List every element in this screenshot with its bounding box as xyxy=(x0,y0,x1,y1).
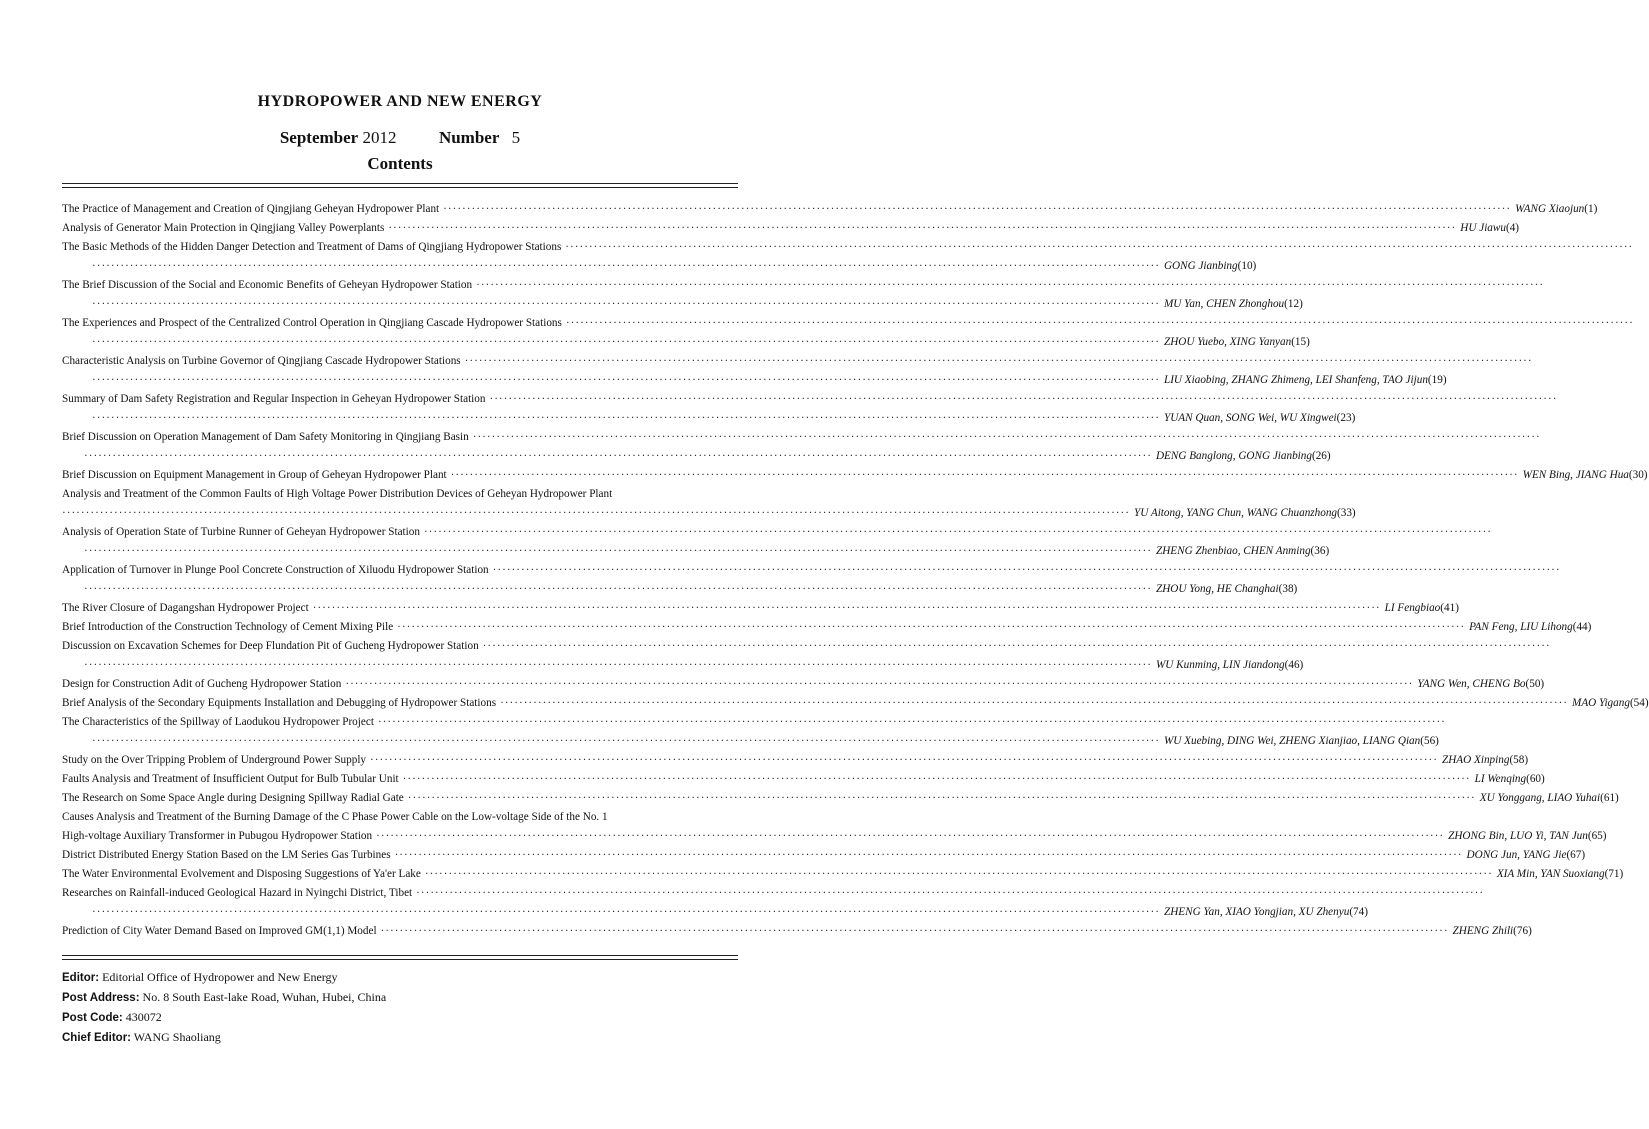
toc-line xyxy=(62,257,1257,276)
toc-authors xyxy=(1480,789,1619,808)
toc-line xyxy=(62,827,1607,846)
issue-line xyxy=(0,128,800,148)
toc-dot-leader xyxy=(62,504,1130,523)
toc-page-number: (10) xyxy=(1237,260,1257,272)
toc-author-names: WEN Bing, JIANG Hua xyxy=(1522,469,1629,481)
toc-row xyxy=(92,903,1368,922)
toc-dot-leader xyxy=(403,770,1471,789)
toc-row xyxy=(84,656,1304,675)
toc-line xyxy=(62,409,1356,428)
toc-authors xyxy=(1164,333,1310,352)
toc-dot-leader xyxy=(483,637,1551,656)
toc-title: Brief Analysis of the Secondary Equipments Installation and Debugging of Hydropower Stations xyxy=(62,697,497,709)
toc-author-names: YUAN Quan, SONG Wei, WU Xingwei xyxy=(1163,412,1337,424)
toc-line xyxy=(62,637,738,656)
toc-title: The Water Environmental Evolvement and Disposing Suggestions of Ya'er Lake xyxy=(62,868,421,880)
toc-entry[interactable] xyxy=(62,599,1459,618)
editor-line xyxy=(62,967,386,987)
toc-dot-leader xyxy=(565,238,1633,257)
toc-line xyxy=(62,561,738,580)
toc-authors xyxy=(1453,922,1532,941)
toc-row xyxy=(62,314,738,333)
toc-author-names: YU Aitong, YANG Chun, WANG Chuanzhong xyxy=(1133,507,1338,519)
toc-line xyxy=(62,371,1447,390)
toc-entry[interactable] xyxy=(62,637,1304,675)
toc-row xyxy=(92,333,1310,352)
issue-year: 2012 xyxy=(362,128,397,147)
post-address-value: No. 8 South East-lake Road, Wuhan, Hubei, China xyxy=(142,990,387,1004)
toc-row xyxy=(62,276,738,295)
toc-dot-leader xyxy=(84,447,1152,466)
toc-author-names: DONG Jun, YANG Jie xyxy=(1466,849,1567,861)
toc-authors xyxy=(1156,542,1329,561)
toc-line xyxy=(62,846,1586,865)
toc-line xyxy=(62,447,1331,466)
toc-page-number: (60) xyxy=(1526,773,1545,785)
editorial-info xyxy=(62,967,386,1047)
toc-dot-leader xyxy=(84,542,1152,561)
toc-title: Brief Discussion on Operation Management of Dam Safety Monitoring in Qingjiang Basin xyxy=(62,431,469,443)
toc-author-names: WU Kunming, LIN Jiandong xyxy=(1155,659,1285,671)
toc-entry[interactable] xyxy=(62,561,1298,599)
toc-row xyxy=(92,295,1303,314)
issue-number-label: Number xyxy=(438,128,500,147)
table-of-contents xyxy=(62,200,1649,941)
toc-dot-leader xyxy=(443,200,1511,219)
toc-entry[interactable] xyxy=(62,390,1356,428)
toc-line xyxy=(62,694,1649,713)
toc-authors xyxy=(1475,770,1545,789)
toc-page-number: (38) xyxy=(1278,583,1298,595)
post-address-label: Post Address: xyxy=(62,992,140,1004)
toc-page-number: (58) xyxy=(1509,754,1529,766)
editor-value: Editorial Office of Hydropower and New Energy xyxy=(102,970,338,984)
toc-page-number: (30) xyxy=(1628,469,1648,481)
toc-page-number: (50) xyxy=(1525,678,1545,690)
toc-row xyxy=(62,352,738,371)
toc-dot-leader xyxy=(451,466,1519,485)
toc-page-number: (41) xyxy=(1440,602,1459,614)
issue-month: September xyxy=(279,128,359,147)
toc-author-names: WANG Xiaojun xyxy=(1515,203,1585,215)
toc-title: The River Closure of Dagangshan Hydropower Project xyxy=(62,602,309,614)
toc-dot-leader xyxy=(425,865,1493,884)
toc-authors xyxy=(1156,656,1303,675)
toc-dot-leader xyxy=(92,257,1160,276)
toc-author-names: ZHOU Yuebo, XING Yanyan xyxy=(1163,336,1292,348)
toc-author-names: XU Yonggang, LIAO Yuhai xyxy=(1479,792,1601,804)
toc-line xyxy=(62,675,1545,694)
toc-dot-leader xyxy=(416,884,1484,903)
toc-dot-leader xyxy=(313,599,1381,618)
toc-page-number: (74) xyxy=(1349,906,1368,918)
toc-line xyxy=(62,922,1532,941)
toc-dot-leader xyxy=(92,903,1160,922)
toc-dot-leader xyxy=(84,580,1152,599)
toc-title: Analysis of Generator Main Protection in Qingjiang Valley Powerplants xyxy=(62,222,385,234)
toc-entry[interactable] xyxy=(62,865,1624,884)
toc-author-names: ZHAO Xinping xyxy=(1442,754,1510,766)
toc-dot-leader xyxy=(388,219,1456,238)
toc-row xyxy=(92,409,1356,428)
toc-author-names: XIA Min, YAN Suoxiang xyxy=(1496,868,1605,880)
toc-dot-leader xyxy=(92,732,1160,751)
toc-line xyxy=(62,884,738,903)
toc-authors xyxy=(1467,846,1586,865)
toc-page-number: (46) xyxy=(1284,659,1304,671)
toc-row xyxy=(62,865,1624,884)
toc-title: The Experiences and Prospect of the Centralized Control Operation in Qingjiang Cascade Hydropower Stations xyxy=(62,317,562,329)
toc-authors xyxy=(1417,675,1544,694)
toc-dot-leader xyxy=(473,428,1541,447)
journal-title: HYDROPOWER AND NEW ENERGY xyxy=(257,93,543,110)
toc-authors xyxy=(1460,219,1519,238)
toc-row xyxy=(62,599,1459,618)
toc-dot-leader xyxy=(92,333,1160,352)
toc-author-names: HU Jiawu xyxy=(1460,222,1506,234)
toc-page-number: (23) xyxy=(1336,412,1356,424)
toc-dot-leader xyxy=(566,314,1634,333)
toc-page-number: (56) xyxy=(1420,735,1439,747)
toc-dot-leader xyxy=(424,523,1492,542)
toc-line xyxy=(62,352,738,371)
toc-row xyxy=(62,238,738,257)
toc-dot-leader xyxy=(345,675,1413,694)
toc-dot-leader xyxy=(92,295,1160,314)
toc-row xyxy=(62,618,1592,637)
toc-row xyxy=(62,846,1586,865)
toc-row xyxy=(62,504,1356,523)
toc-entry[interactable] xyxy=(62,352,1447,390)
toc-title: Researches on Rainfall-induced Geological Hazard in Nyingchi District, Tibet xyxy=(62,887,413,899)
post-code-label: Post Code: xyxy=(62,1012,123,1024)
toc-entry[interactable] xyxy=(62,751,1529,770)
toc-dot-leader xyxy=(397,618,1465,637)
toc-authors xyxy=(1572,694,1649,713)
toc-line xyxy=(62,276,738,295)
toc-line xyxy=(62,542,1330,561)
toc-authors xyxy=(1164,371,1447,390)
toc-title-continued: High-voltage Auxiliary Transformer in Pubugou Hydropower Station xyxy=(62,830,373,842)
contents-heading: Contents xyxy=(367,154,433,173)
post-code-line xyxy=(62,1007,386,1027)
toc-title: Brief Discussion on Equipment Management in Group of Geheyan Hydropower Plant xyxy=(62,469,447,481)
toc-entry[interactable] xyxy=(62,428,1331,466)
toc-line xyxy=(62,504,1356,523)
toc-entry[interactable] xyxy=(62,808,1607,846)
toc-title: Design for Construction Adit of Gucheng Hydropower Station xyxy=(62,678,342,690)
toc-author-names: GONG Jianbing xyxy=(1163,260,1238,272)
toc-authors xyxy=(1497,865,1623,884)
toc-row xyxy=(92,371,1447,390)
toc-row xyxy=(62,751,1529,770)
toc-page-number: (76) xyxy=(1513,925,1532,937)
toc-line xyxy=(62,428,738,447)
toc-authors xyxy=(1156,580,1297,599)
toc-row xyxy=(84,580,1298,599)
toc-line xyxy=(62,485,738,504)
toc-dot-leader xyxy=(381,922,1449,941)
toc-page-number: (54) xyxy=(1629,697,1649,709)
toc-entry[interactable] xyxy=(62,694,1649,713)
toc-entry[interactable] xyxy=(62,618,1592,637)
toc-row xyxy=(92,257,1257,276)
toc-page-number: (36) xyxy=(1310,545,1330,557)
toc-line xyxy=(62,732,1439,751)
toc-row xyxy=(62,428,738,447)
toc-author-names: DENG Banglong, GONG Jianbing xyxy=(1155,450,1312,462)
toc-row xyxy=(92,732,1439,751)
toc-entry[interactable] xyxy=(62,884,1368,922)
toc-entry[interactable] xyxy=(62,846,1586,865)
toc-author-names: ZHONG Bin, LUO Yi, TAN Jun xyxy=(1448,830,1588,842)
toc-author-names: WU Xuebing, DING Wei, ZHENG Xianjiao, LIANG Qian xyxy=(1163,735,1421,747)
toc-entry[interactable] xyxy=(62,219,1520,238)
toc-author-names: LI Wenqing xyxy=(1474,773,1527,785)
toc-authors xyxy=(1164,732,1439,751)
toc-page-number: (1) xyxy=(1584,203,1598,215)
top-rule-1 xyxy=(62,183,738,184)
toc-title: The Practice of Management and Creation of Qingjiang Geheyan Hydropower Plant xyxy=(62,203,440,215)
toc-page-number: (65) xyxy=(1587,830,1607,842)
top-rule-2 xyxy=(62,187,738,188)
toc-title: The Brief Discussion of the Social and Economic Benefits of Geheyan Hydropower Station xyxy=(62,279,473,291)
toc-row xyxy=(62,219,1520,238)
toc-line xyxy=(62,599,1459,618)
post-address-line xyxy=(62,987,386,1007)
toc-authors xyxy=(1523,466,1648,485)
toc-entry[interactable] xyxy=(62,675,1545,694)
toc-line xyxy=(62,523,738,542)
toc-line xyxy=(62,295,1303,314)
toc-title: The Research on Some Space Angle during Designing Spillway Radial Gate xyxy=(62,792,404,804)
toc-entry[interactable] xyxy=(62,200,1598,219)
toc-row xyxy=(62,770,1545,789)
toc-line xyxy=(62,314,738,333)
toc-row xyxy=(62,789,1619,808)
toc-dot-leader xyxy=(489,390,1557,409)
chief-editor-line xyxy=(62,1027,386,1047)
toc-entry[interactable] xyxy=(62,485,1356,523)
toc-title: The Characteristics of the Spillway of Laodukou Hydropower Project xyxy=(62,716,374,728)
toc-row xyxy=(62,485,738,504)
toc-dot-leader xyxy=(378,713,1446,732)
toc-author-names: MU Yan, CHEN Zhonghou xyxy=(1163,298,1285,310)
toc-author-names: LIU Xiaobing, ZHANG Zhimeng, LEI Shanfeng, TAO Jijun xyxy=(1163,374,1428,386)
issue-number: 5 xyxy=(511,128,521,147)
toc-line xyxy=(62,200,1598,219)
toc-entry[interactable] xyxy=(62,713,1439,751)
toc-row xyxy=(62,390,738,409)
toc-author-names: ZHENG Zhenbiao, CHEN Anming xyxy=(1155,545,1311,557)
toc-title: Faults Analysis and Treatment of Insufficient Output for Bulb Tubular Unit xyxy=(62,773,399,785)
toc-row xyxy=(62,694,1649,713)
toc-page-number: (67) xyxy=(1566,849,1586,861)
toc-dot-leader xyxy=(408,789,1476,808)
toc-entry[interactable] xyxy=(62,789,1619,808)
toc-title: Study on the Over Tripping Problem of Underground Power Supply xyxy=(62,754,367,766)
toc-author-names: PAN Feng, LIU Lihong xyxy=(1469,621,1573,633)
toc-dot-leader xyxy=(493,561,1561,580)
toc-authors xyxy=(1164,409,1355,428)
toc-entry[interactable] xyxy=(62,238,1257,276)
toc-dot-leader xyxy=(465,352,1533,371)
toc-author-names: ZHENG Zhili xyxy=(1452,925,1514,937)
toc-row xyxy=(62,466,1648,485)
toc-authors xyxy=(1385,599,1459,618)
toc-authors xyxy=(1442,751,1528,770)
toc-line xyxy=(62,789,1619,808)
chief-editor-value: WANG Shaoliang xyxy=(133,1030,221,1044)
toc-title: Analysis of Operation State of Turbine Runner of Geheyan Hydropower Station xyxy=(62,526,420,538)
toc-page-number: (26) xyxy=(1311,450,1331,462)
toc-dot-leader xyxy=(476,276,1544,295)
toc-line xyxy=(62,713,738,732)
toc-title: Summary of Dam Safety Registration and Regular Inspection in Geheyan Hydropower Station xyxy=(62,393,486,405)
toc-page-number: (61) xyxy=(1600,792,1619,804)
toc-author-names: ZHOU Yong, HE Changhai xyxy=(1155,583,1279,595)
toc-page-number: (19) xyxy=(1427,374,1447,386)
bottom-rule-2 xyxy=(62,959,738,960)
toc-row xyxy=(62,922,1532,941)
toc-entry[interactable] xyxy=(62,770,1545,789)
toc-title: Causes Analysis and Treatment of the Burning Damage of the C Phase Power Cable on the Low-voltage Side of the No. 1 xyxy=(62,811,608,823)
toc-line xyxy=(62,656,1304,675)
toc-entry[interactable] xyxy=(62,922,1532,941)
toc-page-number: (33) xyxy=(1337,507,1356,519)
post-code-value: 430072 xyxy=(125,1010,162,1024)
toc-dot-leader xyxy=(395,846,1463,865)
toc-line xyxy=(62,865,1624,884)
toc-authors xyxy=(1469,618,1591,637)
toc-page-number: (44) xyxy=(1572,621,1592,633)
toc-dot-leader xyxy=(376,827,1444,846)
toc-authors xyxy=(1164,295,1303,314)
toc-row xyxy=(62,200,1598,219)
toc-authors xyxy=(1164,257,1256,276)
toc-row xyxy=(84,542,1330,561)
toc-line xyxy=(62,751,1529,770)
toc-row xyxy=(84,447,1331,466)
toc-dot-leader xyxy=(500,694,1568,713)
toc-authors xyxy=(1156,447,1331,466)
toc-row xyxy=(62,827,1607,846)
bottom-rule-1 xyxy=(62,955,738,956)
editor-label: Editor: xyxy=(62,972,100,984)
toc-page-number: (12) xyxy=(1284,298,1303,310)
toc-line xyxy=(62,808,738,827)
toc-title: Application of Turnover in Plunge Pool Concrete Construction of Xiluodu Hydropower Station xyxy=(62,564,489,576)
toc-line xyxy=(62,333,1310,352)
toc-dot-leader xyxy=(92,371,1160,390)
toc-authors xyxy=(1134,504,1356,523)
toc-author-names: YANG Wen, CHENG Bo xyxy=(1417,678,1526,690)
toc-line xyxy=(62,618,1592,637)
toc-line xyxy=(62,390,738,409)
toc-row xyxy=(62,713,738,732)
toc-line xyxy=(62,770,1545,789)
toc-title: Brief Introduction of the Construction Technology of Cement Mixing Pile xyxy=(62,621,394,633)
toc-authors xyxy=(1448,827,1606,846)
toc-title: District Distributed Energy Station Based on the LM Series Gas Turbines xyxy=(62,849,391,861)
toc-line xyxy=(62,219,1520,238)
chief-editor-label: Chief Editor: xyxy=(62,1032,131,1044)
toc-line xyxy=(62,466,1648,485)
toc-entry[interactable] xyxy=(62,523,1330,561)
toc-entry[interactable] xyxy=(62,314,1310,352)
toc-page-number: (4) xyxy=(1505,222,1520,234)
toc-entry[interactable] xyxy=(62,276,1303,314)
toc-line xyxy=(62,580,1298,599)
toc-row xyxy=(62,637,738,656)
toc-line xyxy=(62,238,738,257)
toc-title: Discussion on Excavation Schemes for Deep Flundation Pit of Gucheng Hydropower Station xyxy=(62,640,479,652)
toc-authors xyxy=(1164,903,1368,922)
toc-authors xyxy=(1515,200,1597,219)
toc-title: The Basic Methods of the Hidden Danger Detection and Treatment of Dams of Qingjiang Hydropower Stations xyxy=(62,241,562,253)
toc-row xyxy=(62,884,738,903)
toc-row xyxy=(62,523,738,542)
toc-page-number: (15) xyxy=(1291,336,1310,348)
toc-row xyxy=(62,675,1545,694)
toc-title: Characteristic Analysis on Turbine Governor of Qingjiang Cascade Hydropower Stations xyxy=(62,355,461,367)
toc-dot-leader xyxy=(92,409,1160,428)
toc-dot-leader xyxy=(84,656,1152,675)
toc-author-names: MAO Yigang xyxy=(1572,697,1630,709)
toc-row xyxy=(62,561,738,580)
toc-title: Analysis and Treatment of the Common Faults of High Voltage Power Distribution Devices of Geheyan Hydropower Plant xyxy=(62,488,613,500)
toc-author-names: ZHENG Yan, XIAO Yongjian, XU Zhenyu xyxy=(1163,906,1350,918)
toc-dot-leader xyxy=(370,751,1438,770)
toc-author-names: LI Fengbiao xyxy=(1384,602,1441,614)
toc-line xyxy=(62,903,1368,922)
toc-page-number: (71) xyxy=(1604,868,1624,880)
toc-title: Prediction of City Water Demand Based on Improved GM(1,1) Model xyxy=(62,925,377,937)
toc-entry[interactable] xyxy=(62,466,1648,485)
